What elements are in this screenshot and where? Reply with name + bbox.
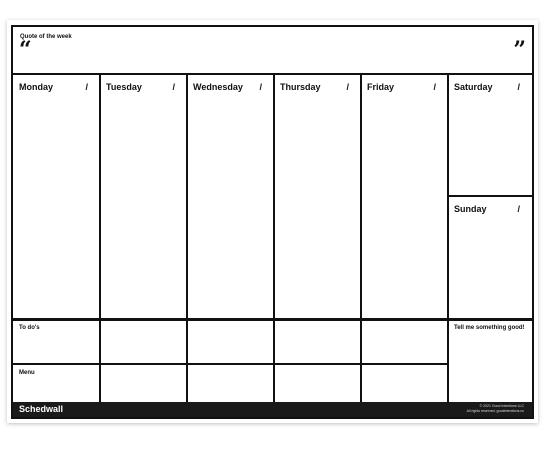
- tell-me-box[interactable]: [448, 321, 532, 406]
- day-column-monday[interactable]: [13, 75, 100, 321]
- grid-line: [99, 73, 101, 406]
- todos-cell-thursday[interactable]: [274, 321, 361, 364]
- brand-logo: Schedwall: [19, 404, 64, 414]
- menu-row[interactable]: [13, 365, 100, 406]
- menu-label: Menu: [19, 370, 35, 376]
- day-label-saturday: Saturday: [454, 82, 493, 92]
- date-slash: /: [172, 82, 175, 92]
- grid-line: [273, 73, 275, 406]
- planner-frame: [11, 25, 534, 419]
- menu-cell-tuesday[interactable]: [100, 365, 187, 406]
- date-slash: /: [346, 82, 349, 92]
- menu-cell-wednesday[interactable]: [187, 365, 274, 406]
- todos-cell-tuesday[interactable]: [100, 321, 187, 364]
- date-slash: /: [517, 82, 520, 92]
- todos-cell-friday[interactable]: [361, 321, 448, 364]
- day-label-monday: Monday: [19, 82, 54, 92]
- grid-line: [447, 195, 532, 197]
- day-column-wednesday[interactable]: [187, 75, 274, 321]
- grid-line: [13, 318, 532, 321]
- grid-line: [360, 73, 362, 406]
- day-label-friday: Friday: [367, 82, 395, 92]
- date-slash: /: [85, 82, 88, 92]
- copyright-line-1: © 2021 Good Intentions LLC: [479, 404, 524, 408]
- day-label-wednesday: Wednesday: [193, 82, 243, 92]
- menu-cell-friday[interactable]: [361, 365, 448, 406]
- todos-cell-wednesday[interactable]: [187, 321, 274, 364]
- date-slash: /: [259, 82, 262, 92]
- day-column-friday[interactable]: [361, 75, 448, 321]
- grid-line: [186, 73, 188, 406]
- day-column-sunday[interactable]: [448, 197, 532, 321]
- quote-label: Quote of the week: [20, 34, 72, 40]
- quote-section[interactable]: [13, 27, 532, 75]
- todos-label: To do's: [19, 325, 40, 331]
- copyright-text: [467, 404, 524, 413]
- copyright-line-2: All rights reserved. goodintentions.co: [466, 408, 524, 413]
- grid-line: [447, 73, 449, 406]
- menu-cell-thursday[interactable]: [274, 365, 361, 406]
- day-label-sunday: Sunday: [454, 204, 487, 214]
- planner-board: [7, 20, 538, 423]
- footer-bar: [13, 402, 532, 417]
- open-quote-icon: “: [19, 37, 32, 63]
- day-column-thursday[interactable]: [274, 75, 361, 321]
- todos-row[interactable]: [13, 321, 100, 364]
- date-slash: /: [517, 204, 520, 214]
- day-column-saturday[interactable]: [448, 75, 532, 196]
- date-slash: /: [433, 82, 436, 92]
- close-quote-icon: ”: [513, 37, 526, 63]
- day-label-thursday: Thursday: [280, 82, 321, 92]
- tell-me-label: Tell me something good!: [454, 325, 525, 331]
- day-column-tuesday[interactable]: [100, 75, 187, 321]
- grid-line: [13, 363, 449, 365]
- day-label-tuesday: Tuesday: [106, 82, 142, 92]
